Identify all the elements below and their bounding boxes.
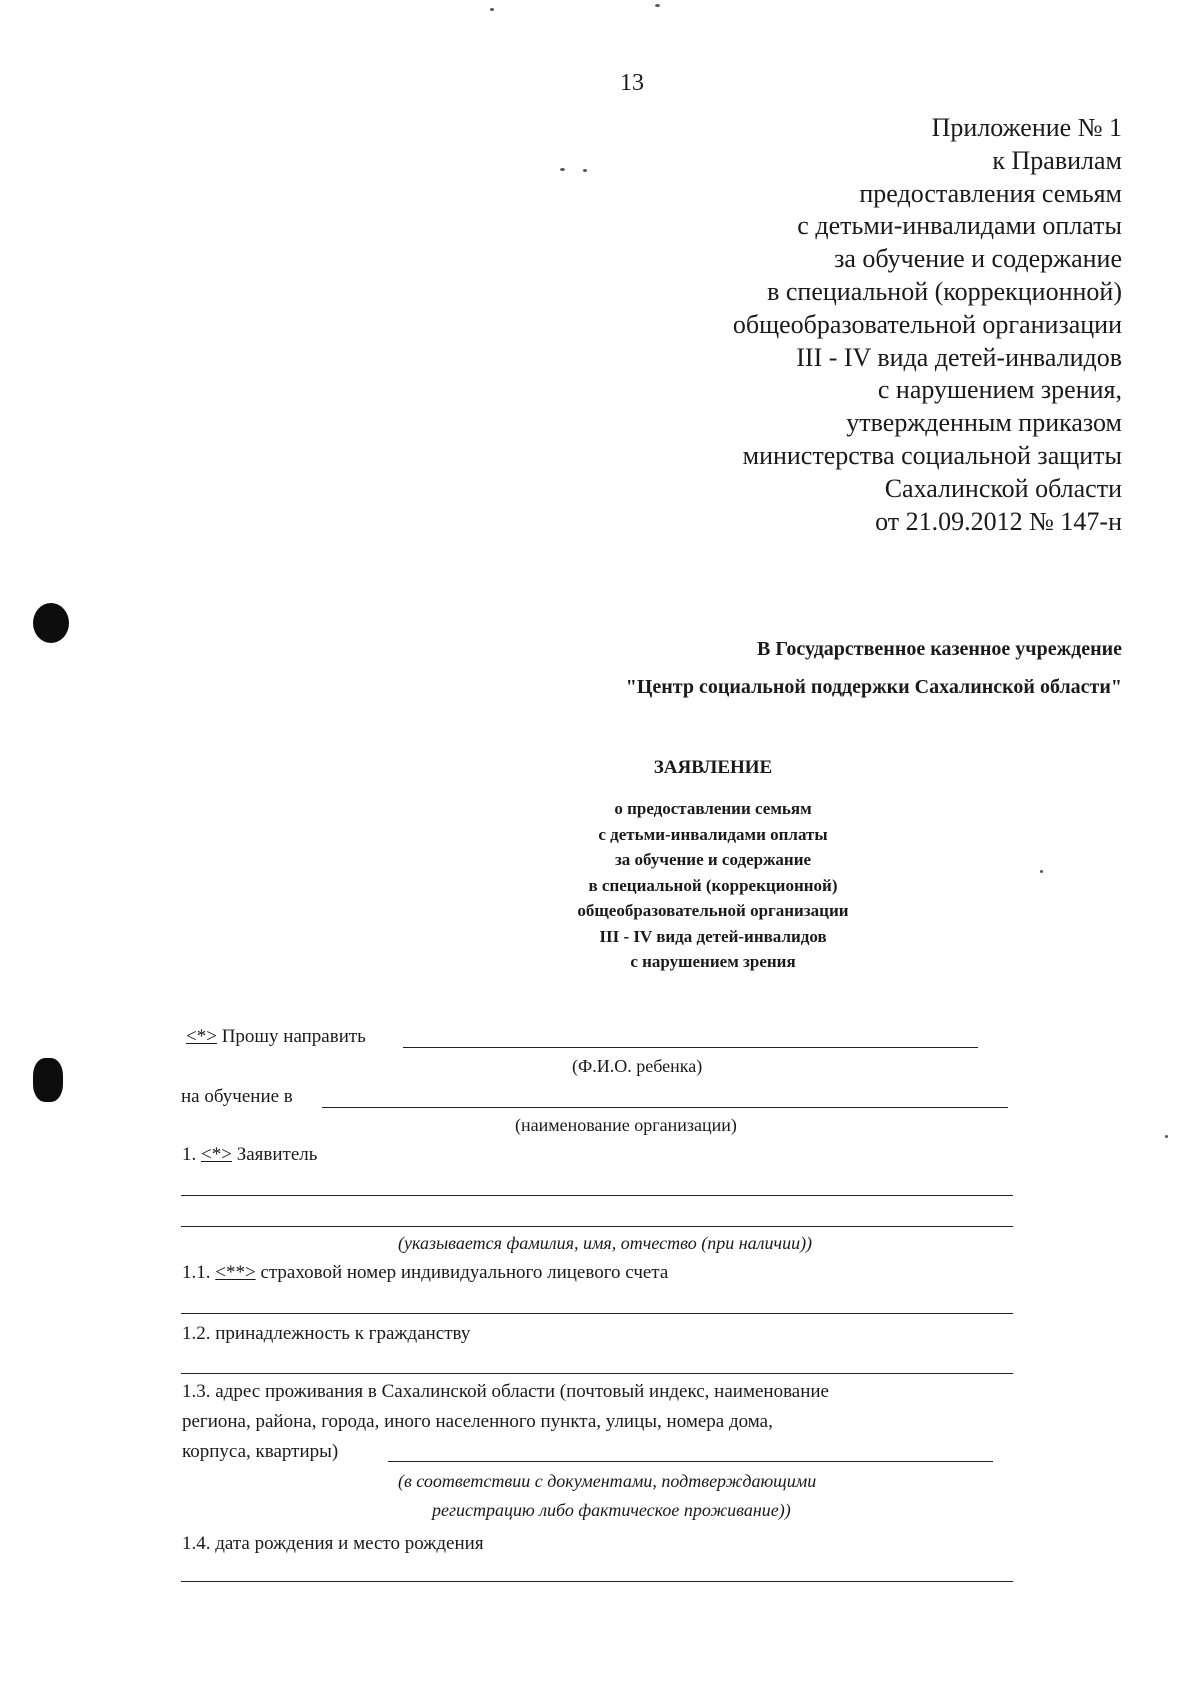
- applicant-hint: (указывается фамилия, имя, отчество (при наличии)): [398, 1233, 813, 1253]
- item-1-2-number: 1.2.: [182, 1323, 211, 1344]
- page-number: 13: [620, 70, 644, 96]
- education-place-label: на обучение в: [181, 1086, 293, 1107]
- citizenship-field[interactable]: [181, 1373, 1013, 1374]
- applicant-footnote-link[interactable]: <*>: [201, 1144, 232, 1165]
- item-1-3-line-1: 1.3. адрес проживания в Сахалинской области (почтовый индекс, наименование: [182, 1381, 829, 1402]
- appendix-line: предоставления семьям: [859, 178, 1122, 208]
- appendix-line: общеобразовательной организации: [732, 309, 1122, 339]
- addressee-line-2: "Центр социальной поддержки Сахалинской области": [625, 676, 1122, 698]
- subtitle-line: за обучение и содержание: [614, 850, 812, 869]
- item-1-4-number: 1.4.: [182, 1533, 211, 1554]
- address-field[interactable]: [388, 1461, 993, 1462]
- subtitle-line: с нарушением зрения: [630, 952, 796, 971]
- applicant-name-field-1[interactable]: [181, 1195, 1013, 1196]
- appendix-line: от 21.09.2012 № 147-н: [875, 506, 1122, 536]
- appendix-line: Сахалинской области: [884, 473, 1122, 503]
- subtitle-line: с детьми-инвалидами оплаты: [598, 824, 828, 844]
- appendix-line: III - IV вида детей-инвалидов: [796, 342, 1122, 372]
- addressee-line-1: В Государственное казенное учреждение: [757, 638, 1122, 660]
- subtitle-line: общеобразовательной организации: [577, 901, 849, 920]
- applicant-label: Заявитель: [236, 1144, 318, 1165]
- subtitle-line: о предоставлении семьям: [614, 799, 812, 818]
- appendix-line: с нарушением зрения,: [877, 375, 1122, 405]
- appendix-line: утвержденным приказом: [846, 408, 1122, 438]
- appendix-line: за обучение и содержание: [834, 244, 1122, 274]
- address-hint-1: (в соответствии с документами, подтверждающими: [398, 1471, 817, 1491]
- document-title: ЗАЯВЛЕНИЕ: [653, 757, 773, 778]
- organization-name-hint: (наименование организации): [515, 1115, 737, 1135]
- child-name-hint: (Ф.И.О. ребенка): [572, 1056, 703, 1076]
- appendix-line: с детьми-инвалидами оплаты: [797, 211, 1122, 241]
- item-1-1-footnote-link[interactable]: <**>: [215, 1262, 256, 1283]
- item-1-1-label: страховой номер индивидуального лицевого счета: [260, 1262, 669, 1283]
- appendix-line: министерства социальной защиты: [742, 440, 1122, 470]
- item-1-2-line: [182, 1323, 470, 1345]
- item-1-4-line: [182, 1533, 484, 1555]
- item-1-3-line-3: корпуса, квартиры): [182, 1441, 339, 1462]
- item-1-1-number: 1.1.: [182, 1262, 211, 1283]
- applicant-line: [182, 1144, 317, 1166]
- item-1-3-line-2: региона, района, города, иного населенного пункта, улицы, номера дома,: [182, 1411, 773, 1432]
- subtitle-line: в специальной (коррекционной): [588, 875, 838, 895]
- item-1-1-line: [182, 1262, 668, 1284]
- appendix-line: Приложение № 1: [931, 113, 1122, 142]
- appendix-line: в специальной (коррекционной): [767, 276, 1122, 306]
- request-footnote-link[interactable]: <*>: [186, 1026, 217, 1047]
- item-1-4-label: дата рождения и место рождения: [215, 1533, 484, 1554]
- item-1-2-label: принадлежность к гражданству: [215, 1323, 471, 1344]
- request-line: [186, 1026, 366, 1048]
- request-label: Прошу направить: [221, 1026, 366, 1047]
- applicant-number: 1.: [182, 1144, 197, 1165]
- child-name-field[interactable]: [403, 1047, 978, 1048]
- applicant-name-field-2[interactable]: [181, 1226, 1013, 1227]
- address-hint-2: регистрацию либо фактическое проживание)): [432, 1500, 791, 1520]
- subtitle-line: III - IV вида детей-инвалидов: [599, 926, 827, 946]
- organization-name-field[interactable]: [322, 1107, 1008, 1108]
- appendix-line: к Правилам: [992, 145, 1122, 175]
- insurance-number-field[interactable]: [181, 1313, 1013, 1314]
- birth-date-place-field[interactable]: [181, 1581, 1013, 1582]
